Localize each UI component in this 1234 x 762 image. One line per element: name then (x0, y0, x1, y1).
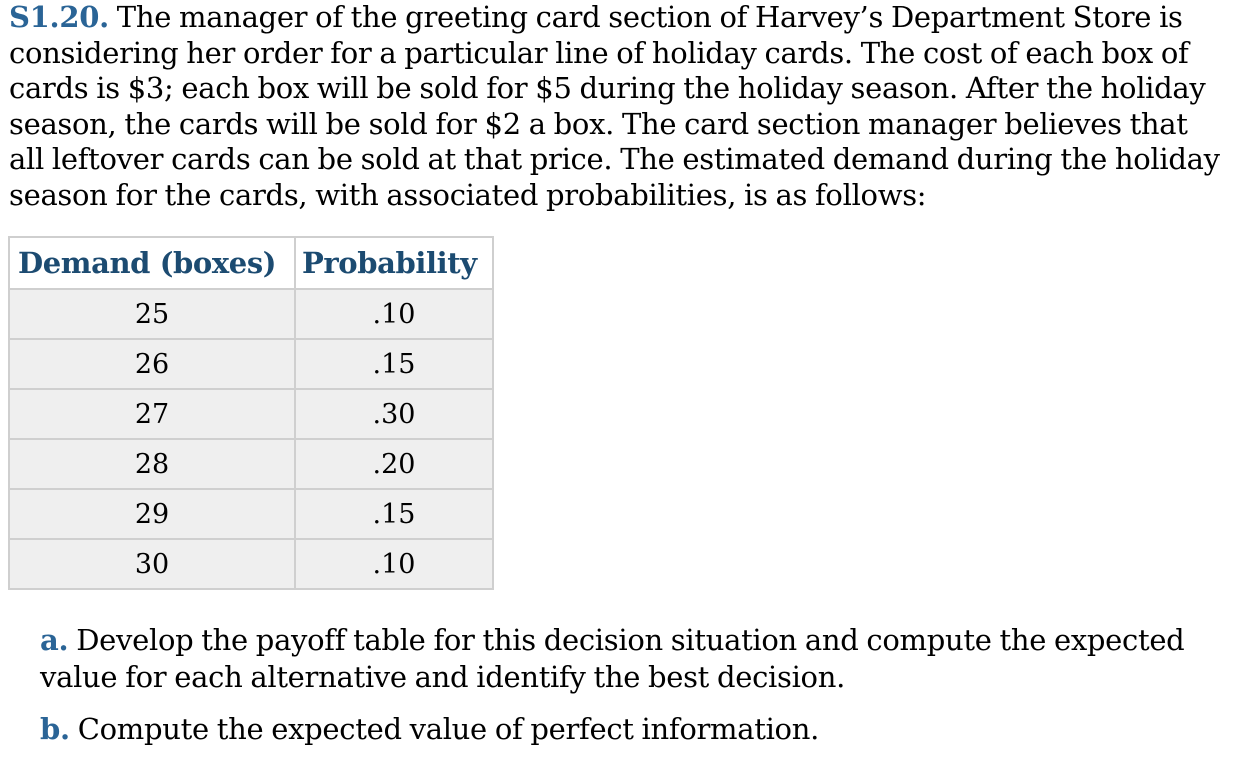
question-a-letter: a. (40, 623, 69, 657)
question-b (40, 711, 1220, 748)
probability-cell: .10 (295, 289, 493, 339)
demand-cell: 25 (9, 289, 295, 339)
table-row (9, 289, 493, 339)
demand-probability-table (8, 236, 494, 590)
table-row (9, 489, 493, 539)
table-header-row (9, 237, 493, 289)
questions (40, 622, 1220, 748)
question-a (40, 622, 1220, 696)
demand-cell: 28 (9, 439, 295, 489)
problem-number: S1.20. (9, 0, 109, 34)
probability-cell: .30 (295, 389, 493, 439)
table-row (9, 539, 493, 589)
demand-cell: 29 (9, 489, 295, 539)
header-demand: Demand (boxes) (9, 237, 295, 289)
problem-text: The manager of the greeting card section of Harvey’s Department Store is considering her order for a particular line of holiday cards. The cost of each box of cards is $3; each box will be sold for $5 during the holiday season. After the holiday season, the cards will be sold for $2 a box. The card section manager believes that all leftover cards can be sold at that price. The estimated demand during the holiday season for the cards, with associated probabilities, is as follows: (9, 0, 1220, 212)
probability-cell: .15 (295, 489, 493, 539)
probability-cell: .15 (295, 339, 493, 389)
question-b-letter: b. (40, 712, 70, 746)
demand-cell: 26 (9, 339, 295, 389)
table-row (9, 439, 493, 489)
probability-cell: .20 (295, 439, 493, 489)
problem-statement (9, 0, 1225, 213)
header-probability: Probability (295, 237, 493, 289)
question-b-text: Compute the expected value of perfect information. (77, 712, 820, 746)
probability-cell: .10 (295, 539, 493, 589)
demand-cell: 30 (9, 539, 295, 589)
table-row (9, 339, 493, 389)
table-row (9, 389, 493, 439)
demand-cell: 27 (9, 389, 295, 439)
question-a-text: Develop the payoff table for this decision situation and compute the expected value for each alternative and identify the best decision. (40, 623, 1185, 694)
